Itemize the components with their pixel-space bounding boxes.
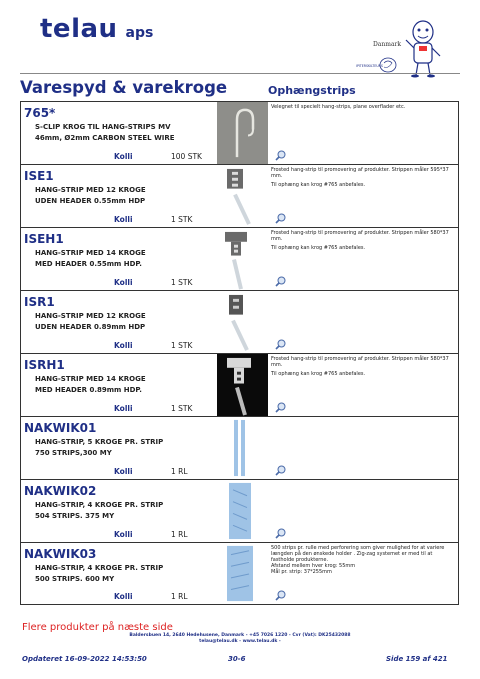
product-description: [35, 122, 175, 144]
page-number: Side 159 af 421: [386, 655, 448, 663]
info-text: 500 strips pr. rulle med perforering som giver mulighed for at variere længden på den ønskede holder . Zig-zag systemet er med til at fastholde produkterne.: [271, 545, 445, 563]
info-text: Mål pr. strip: 37*255mm: [271, 569, 332, 575]
logo-main: telau: [40, 14, 118, 44]
quantity-value: 1 STK: [171, 215, 193, 224]
telau-logo: [40, 14, 153, 44]
product-image[interactable]: [217, 354, 268, 416]
product-row: [20, 290, 459, 353]
info-text: Til ophæng kan krog #765 anbefales.: [271, 245, 366, 251]
section-title: Ophængstrips: [268, 84, 356, 97]
more-products-note: Flere produkter på næste side: [22, 622, 173, 633]
quantity-value: 1 STK: [171, 341, 193, 350]
header-divider: [20, 73, 460, 74]
desc-line: HANG-STRIP MED 14 KROGE: [35, 375, 146, 383]
product-info: [271, 167, 455, 191]
quantity-value: 100 STK: [171, 152, 202, 161]
product-image[interactable]: [217, 291, 268, 353]
kolli-label: Kolli: [114, 467, 133, 476]
info-text: Frosted hang-strip til promovering af produkter. Strippen måler 595*37 mm.: [271, 167, 449, 179]
product-image[interactable]: [217, 480, 268, 542]
product-info: [271, 356, 455, 380]
product-description: [35, 500, 163, 522]
info-text: Velegnet til specielt hang-strips, plane overflader etc.: [271, 104, 406, 110]
kolli-label: Kolli: [114, 530, 133, 539]
product-image[interactable]: [217, 228, 268, 290]
logo-sub: aps: [125, 25, 154, 41]
kolli-label: Kolli: [114, 341, 133, 350]
magnifier-icon[interactable]: [275, 528, 286, 539]
product-row: [20, 542, 459, 605]
product-code[interactable]: NAKWIK03: [24, 547, 97, 561]
desc-line: HANG-STRIP MED 12 KROGE: [35, 312, 146, 320]
member-badge: [356, 56, 398, 74]
magnifier-icon[interactable]: [275, 402, 286, 413]
desc-line: 750 STRIPS,300 MY: [35, 449, 112, 457]
quantity-value: 1 STK: [171, 278, 193, 287]
desc-line: HANG-STRIP, 4 KROGE PR. STRIP: [35, 564, 164, 572]
quantity-value: 1 RL: [171, 467, 188, 476]
magnifier-icon[interactable]: [275, 339, 286, 350]
product-description: [35, 563, 163, 585]
product-table: [20, 101, 459, 605]
product-code[interactable]: ISR1: [24, 295, 55, 309]
member-badge-text: IPITERSKILTEURS: [356, 64, 383, 68]
quantity-value: 1 RL: [171, 592, 188, 601]
desc-line: UDEN HEADER 0.55mm HDP: [35, 197, 146, 205]
desc-line: UDEN HEADER 0.89mm HDP: [35, 323, 146, 331]
info-text: Til ophæng kan krog #765 anbefales.: [271, 371, 366, 377]
magnifier-icon[interactable]: [275, 465, 286, 476]
product-row: [20, 416, 459, 479]
desc-line: MED HEADER 0.89mm HDP.: [35, 386, 142, 394]
kolli-label: Kolli: [114, 592, 133, 601]
company-address: [0, 633, 480, 645]
product-info: [271, 230, 455, 254]
desc-line: S-CLIP KROG TIL HANG-STRIPS MV: [35, 123, 171, 131]
quantity-value: 1 STK: [171, 404, 193, 413]
quantity-value: 1 RL: [171, 530, 188, 539]
kolli-label: Kolli: [114, 152, 133, 161]
product-code[interactable]: ISRH1: [24, 358, 65, 372]
contact-line[interactable]: telau@telau.dk - www.telau.dk -: [199, 639, 281, 644]
product-row: [20, 164, 459, 227]
country-label: Danmark: [373, 41, 402, 48]
product-row: [20, 353, 459, 416]
product-row: [20, 227, 459, 290]
section-number: 30-6: [228, 655, 246, 663]
desc-line: 500 STRIPS. 600 MY: [35, 575, 115, 583]
product-code[interactable]: NAKWIK02: [24, 484, 97, 498]
product-row: [20, 101, 459, 164]
product-description: [35, 437, 163, 459]
product-info: [271, 545, 455, 578]
kolli-label: Kolli: [114, 404, 133, 413]
product-row: [20, 479, 459, 542]
mascot-illustration: [403, 18, 443, 78]
magnifier-icon[interactable]: [275, 213, 286, 224]
product-image[interactable]: [217, 165, 268, 227]
address-line: Baldersbuen 14, 2640 Hedehusene, Danmark - +45 7026 1220 - Cvr (Vat): DK25432088: [129, 633, 351, 638]
product-description: [35, 311, 146, 333]
product-description: [35, 374, 146, 396]
product-description: [35, 185, 146, 207]
product-info: [271, 104, 455, 113]
magnifier-icon[interactable]: [275, 590, 286, 601]
product-image[interactable]: [217, 417, 268, 479]
desc-line: HANG-STRIP MED 14 KROGE: [35, 249, 146, 257]
kolli-label: Kolli: [114, 278, 133, 287]
desc-line: 504 STRIPS. 375 MY: [35, 512, 115, 520]
product-image[interactable]: [217, 543, 268, 604]
page-title: Varespyd & varekroge: [20, 78, 228, 97]
desc-line: MED HEADER 0.55mm HDP.: [35, 260, 142, 268]
magnifier-icon[interactable]: [275, 276, 286, 287]
desc-line: HANG-STRIP, 5 KROGE PR. STRIP: [35, 438, 164, 446]
product-code[interactable]: NAKWIK01: [24, 421, 97, 435]
magnifier-icon[interactable]: [275, 150, 286, 161]
product-code[interactable]: ISEH1: [24, 232, 64, 246]
desc-line: HANG-STRIP, 4 KROGE PR. STRIP: [35, 501, 164, 509]
product-image[interactable]: [217, 102, 268, 164]
desc-line: HANG-STRIP MED 12 KROGE: [35, 186, 146, 194]
info-text: Til ophæng kan krog #765 anbefales.: [271, 182, 366, 188]
info-text: Frosted hang-strip til promovering af produkter. Strippen måler 580*37 mm.: [271, 356, 449, 368]
info-text: Afstand mellem hver krog: 55mm: [271, 563, 356, 569]
info-text: Frosted hang-strip til promovering af produkter. Strippen måler 580*37 mm.: [271, 230, 449, 242]
product-code[interactable]: 765*: [24, 106, 56, 120]
product-description: [35, 248, 146, 270]
kolli-label: Kolli: [114, 215, 133, 224]
desc-line: 46mm, Ø2mm CARBON STEEL WIRE: [35, 134, 175, 142]
updated-timestamp: Opdateret 16-09-2022 14:53:50: [22, 655, 147, 663]
product-code[interactable]: ISE1: [24, 169, 54, 183]
